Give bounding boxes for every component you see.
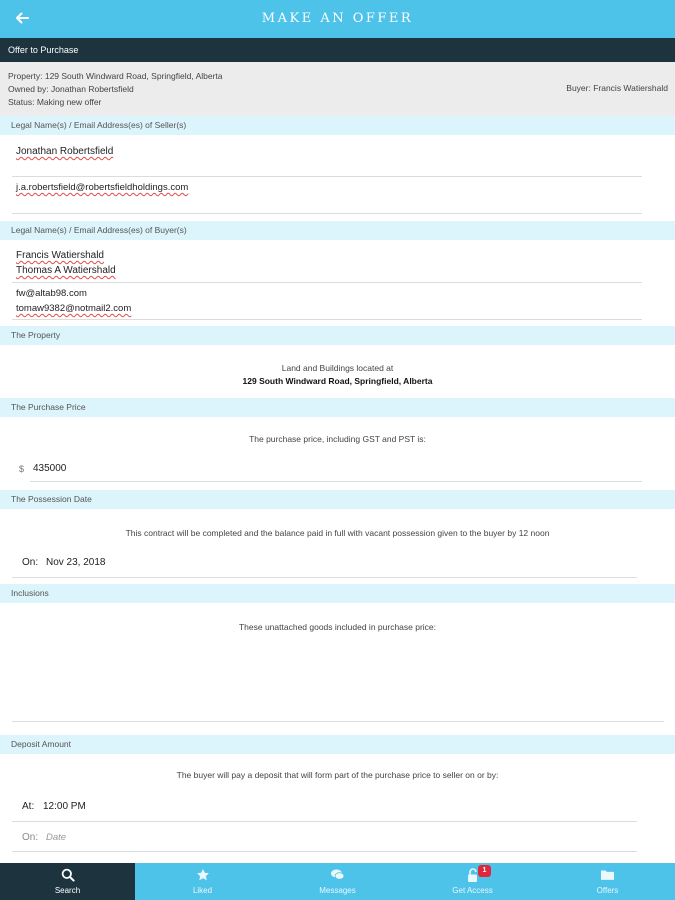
- notification-badge: 1: [478, 865, 491, 877]
- divider: [12, 176, 642, 177]
- buyer-summary: Buyer: Francis Watiershald: [566, 83, 668, 93]
- divider: [12, 851, 637, 852]
- tab-liked-label: Liked: [192, 886, 213, 895]
- divider: [12, 821, 637, 822]
- deposit-on-label: On:: [22, 832, 39, 843]
- tab-search-label: Search: [54, 886, 81, 895]
- tab-get-access-label: Get Access: [452, 886, 493, 895]
- tab-liked[interactable]: [135, 863, 270, 900]
- tab-offers-label: Offers: [596, 886, 619, 895]
- divider: [12, 282, 642, 283]
- seller-name-field[interactable]: Jonathan Robertsfield: [16, 146, 114, 157]
- tab-messages[interactable]: [270, 863, 405, 900]
- section-header-buyers: Legal Name(s) / Email Address(es) of Buyer(s): [0, 221, 675, 240]
- star-icon: [196, 868, 210, 882]
- section-header-sellers: Legal Name(s) / Email Address(es) of Seller(s): [0, 116, 675, 135]
- divider: [12, 721, 664, 722]
- divider: [12, 213, 642, 214]
- divider: [30, 481, 642, 482]
- property-description: Land and Buildings located at: [281, 363, 394, 373]
- property-address: 129 South Windward Road, Springfield, Alberta: [242, 376, 433, 386]
- buyer-email-field-1[interactable]: fw@altab98.com: [16, 288, 87, 299]
- inclusions-textarea[interactable]: [12, 638, 664, 720]
- chat-icon: [330, 868, 345, 882]
- app-bar: [0, 0, 675, 38]
- status-summary: Status: Making new offer: [8, 97, 102, 107]
- purchase-price-field[interactable]: 435000: [33, 463, 67, 474]
- tab-offers[interactable]: [540, 863, 675, 900]
- folder-icon: [600, 868, 615, 881]
- search-icon: [61, 868, 75, 882]
- deposit-time-field[interactable]: 12:00 PM: [43, 801, 86, 812]
- section-header-possession: The Possession Date: [0, 490, 675, 509]
- tab-messages-label: Messages: [319, 886, 356, 895]
- owner-summary: Owned by: Jonathan Robertsfield: [8, 84, 134, 94]
- tab-search[interactable]: [0, 863, 135, 900]
- bottom-tab-bar: [0, 863, 675, 900]
- possession-date-field[interactable]: Nov 23, 2018: [46, 557, 106, 568]
- section-header-price: The Purchase Price: [0, 398, 675, 417]
- seller-email-field[interactable]: j.a.robertsfield@robertsfieldholdings.com: [16, 182, 189, 193]
- buyer-email-field-2[interactable]: tomaw9382@notmail2.com: [16, 303, 132, 314]
- possession-description: This contract will be completed and the balance paid in full with vacant possession given to the buyer by 12 noon: [125, 528, 550, 538]
- property-summary: Property: 129 South Windward Road, Springfield, Alberta: [8, 71, 223, 81]
- section-header-property: The Property: [0, 326, 675, 345]
- deposit-description: The buyer will pay a deposit that will form part of the purchase price to seller on or by:: [176, 770, 499, 780]
- form-title-bar: Offer to Purchase: [0, 38, 675, 62]
- section-header-deposit: Deposit Amount: [0, 735, 675, 754]
- currency-symbol: $: [19, 464, 25, 474]
- inclusions-description: These unattached goods included in purchase price:: [238, 622, 437, 632]
- offer-form[interactable]: [0, 116, 675, 863]
- tab-get-access[interactable]: [405, 863, 540, 900]
- page-title: MAKE AN OFFER: [261, 11, 414, 26]
- divider: [12, 577, 637, 578]
- buyer-name-field-2[interactable]: Thomas A Watiershald: [16, 265, 116, 276]
- section-header-inclusions: Inclusions: [0, 584, 675, 603]
- deposit-at-label: At:: [22, 801, 35, 812]
- deposit-date-field[interactable]: Date: [46, 832, 67, 843]
- offer-summary: [0, 62, 675, 116]
- buyer-name-field-1[interactable]: Francis Watiershald: [16, 250, 104, 261]
- price-description: The purchase price, including GST and PST is:: [249, 434, 426, 444]
- possession-on-label: On:: [22, 557, 39, 568]
- divider: [12, 319, 642, 320]
